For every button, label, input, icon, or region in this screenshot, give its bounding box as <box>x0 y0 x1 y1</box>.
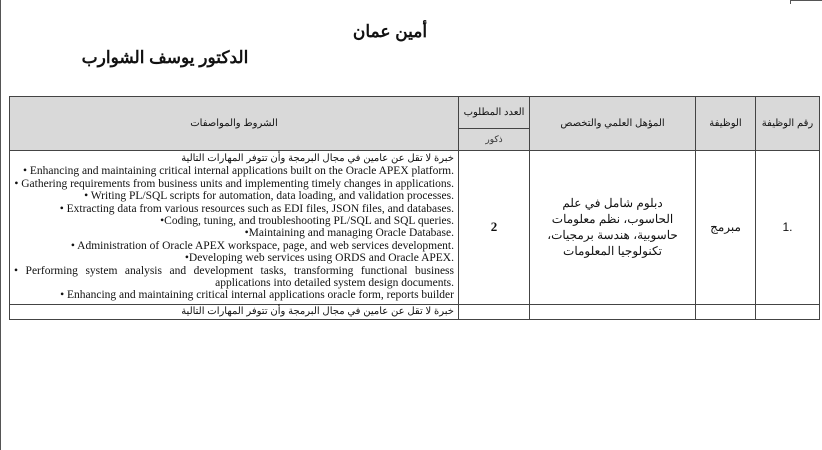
requirements-intro: خبرة لا تقل عن عامين في مجال البرمجة وأن تتوفر المهارات التالية <box>181 306 454 318</box>
mayor-title: أمين عمان <box>352 22 428 41</box>
required-count-value <box>459 304 530 319</box>
job-number-value: 1. <box>756 151 820 305</box>
skill-item: •Maintaining and managing Oracle Database. <box>244 227 454 240</box>
col-qualification-header: المؤهل العلمي والتخصص <box>530 97 696 151</box>
skill-item: •Developing web services using ORDS and Oracle APEX. <box>184 252 454 265</box>
skill-item: • Administration of Oracle APEX workspace, page, and web services development. <box>70 239 454 252</box>
job-number-value <box>756 304 820 319</box>
col-requirements-header: الشروط والمواصفات <box>10 97 459 151</box>
table-row <box>10 151 820 305</box>
requirements-intro: خبرة لا تقل عن عامين في مجال البرمجة وأن تتوفر المهارات التالية <box>181 153 454 164</box>
skill-item: • Writing PL/SQL scripts for automation, data loading, and validation processes. <box>84 190 454 203</box>
page-frame-tick <box>790 0 791 4</box>
qualification-value <box>530 304 696 319</box>
qualification-value: دبلوم شامل في علم الحاسوب، نظم معلومات حاسوبية، هندسة برمجيات، تكنولوجيا المعلومات <box>530 151 696 305</box>
skill-item: • Enhancing and maintaining critical internal applications built on the Oracle APEX platform. <box>22 165 454 178</box>
job-title-value <box>696 304 756 319</box>
col-count-subheader: ذكور <box>459 129 530 151</box>
skill-item: • Gathering requirements from business units and implementing timely changes in applications. <box>14 177 454 190</box>
col-job-header: الوظيفة <box>696 97 756 151</box>
mayor-name: الدكتور يوسف الشوارب <box>81 48 249 67</box>
skill-item: • Performing system analysis and development tasks, transforming functional business applications into detailed system design documents. <box>14 264 454 290</box>
required-count-value: 2 <box>459 151 530 305</box>
col-job-number-header: رقم الوظيفة <box>756 97 820 151</box>
table-header-row <box>10 97 820 129</box>
table-row <box>10 304 820 319</box>
jobs-table <box>9 96 820 320</box>
skill-item: • Extracting data from various resources such as EDI files, JSON files, and databases. <box>59 202 454 215</box>
page-frame-top <box>790 0 822 1</box>
page-frame-left <box>0 0 1 450</box>
job-title-value: مبرمج <box>696 151 756 305</box>
skill-item: • Enhancing and maintaining critical internal applications oracle form, reports builder <box>60 289 454 302</box>
requirements-cell <box>10 304 459 319</box>
col-count-header: العدد المطلوب <box>459 97 530 129</box>
skill-item: •Coding, tuning, and troubleshooting PL/SQL and SQL queries. <box>160 215 454 228</box>
requirements-cell <box>10 151 459 305</box>
